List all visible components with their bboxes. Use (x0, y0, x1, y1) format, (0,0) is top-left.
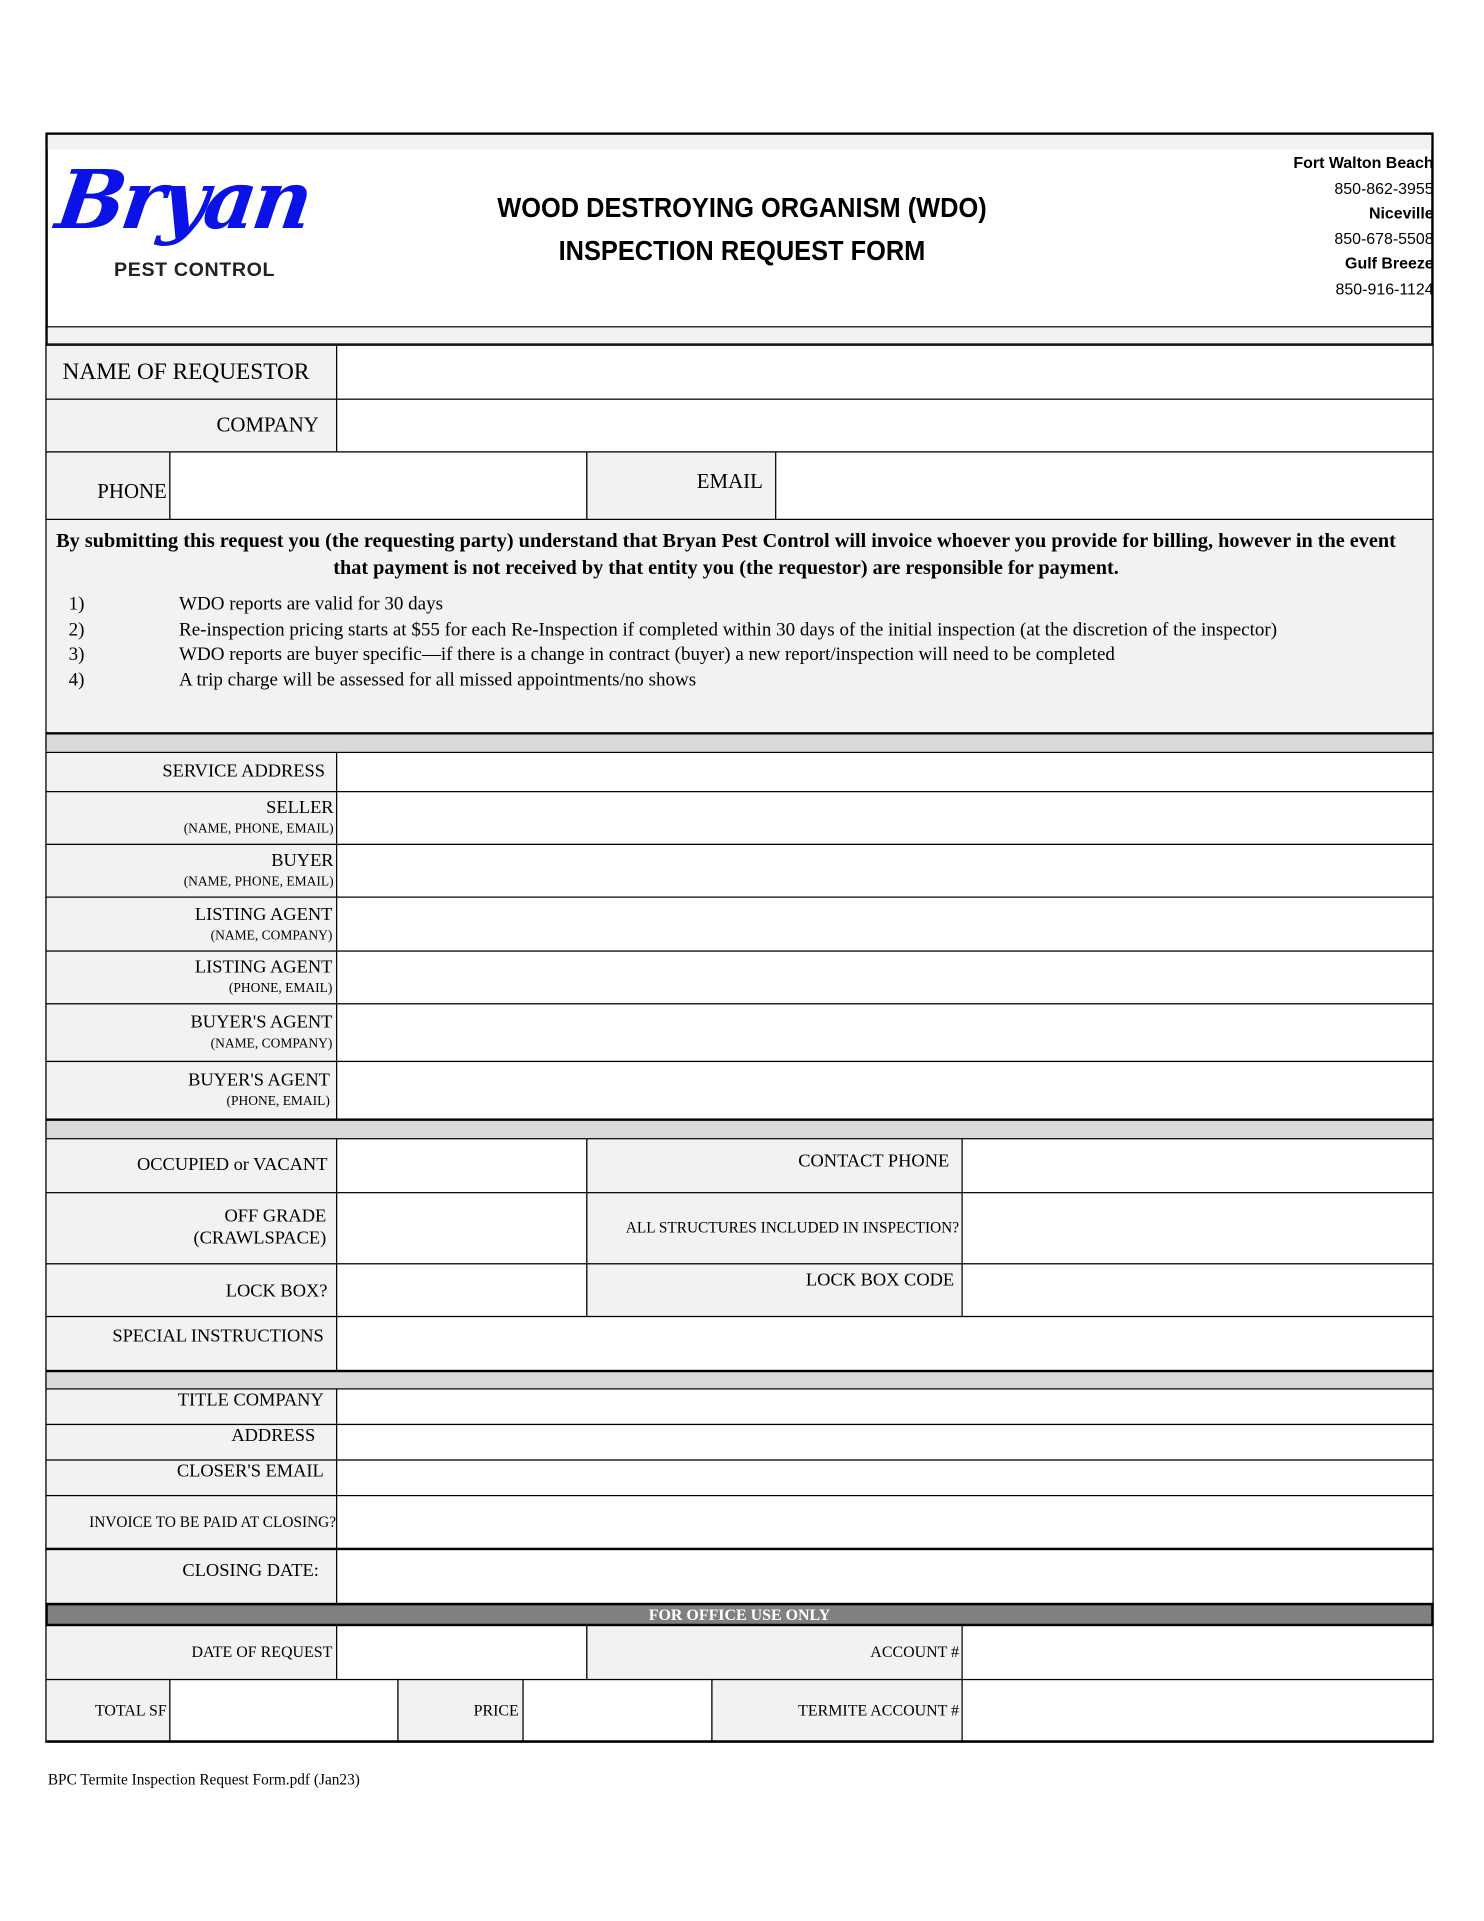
item-text: Re-inspection pricing starts at $55 for each Re-Inspection if completed within 30 days of the initial inspection (at the discretion of the inspector) (179, 618, 1278, 640)
seller-label (45, 791, 337, 845)
closers-email-field[interactable] (336, 1459, 1434, 1496)
location-name: Fort Walton Beach (1293, 153, 1434, 172)
item-text: WDO reports are valid for 30 days (179, 593, 443, 615)
name-of-requestor-input[interactable] (345, 345, 1425, 400)
address-input[interactable] (345, 1424, 1425, 1461)
buyers-agent-name-label (45, 1003, 337, 1062)
footer-filename: BPC Termite Inspection Request Form.pdf (Jan23) (47, 1770, 360, 1789)
title-line-2: INSPECTION REQUEST FORM (558, 234, 926, 267)
item-text: A trip charge will be assessed for all missed appointments/no shows (179, 669, 697, 690)
divider (45, 1740, 1433, 1742)
account-label: ACCOUNT # (586, 1625, 963, 1680)
title-company-input[interactable] (345, 1388, 1425, 1425)
all-structures-field[interactable] (961, 1192, 1433, 1264)
listing-agent-contact-input[interactable] (345, 950, 1425, 1004)
date-of-request-label: DATE OF REQUEST (45, 1625, 337, 1680)
item-number: 4) (68, 669, 85, 690)
occupied-field[interactable] (336, 1138, 587, 1193)
item-number: 2) (68, 618, 85, 640)
email-field[interactable] (775, 451, 1434, 520)
company-field[interactable] (336, 399, 1434, 453)
lock-box-code-label: LOCK BOX CODE (586, 1263, 963, 1317)
address-field[interactable] (336, 1424, 1434, 1461)
lock-box-code-field[interactable] (961, 1263, 1433, 1317)
seller-input[interactable] (345, 791, 1425, 845)
section-strip (48, 327, 1431, 344)
label-main: BUYER'S AGENT (190, 1013, 333, 1033)
contact-phone-label: CONTACT PHONE (586, 1138, 963, 1193)
form-title (405, 186, 1078, 272)
section-strip (45, 1121, 1433, 1138)
total-sf-label: TOTAL SF (45, 1679, 170, 1743)
total-sf-field[interactable] (169, 1679, 398, 1743)
notice-list (69, 592, 1430, 693)
special-instructions-label: SPECIAL INSTRUCTIONS (45, 1316, 337, 1371)
price-label: PRICE (397, 1679, 523, 1743)
seller-field[interactable] (336, 791, 1434, 845)
label-sub: (NAME, PHONE, EMAIL) (183, 874, 334, 890)
occupied-input[interactable] (345, 1138, 579, 1193)
service-address-field[interactable] (336, 752, 1434, 792)
total-sf-input[interactable] (178, 1679, 390, 1743)
buyers-agent-name-field[interactable] (336, 1003, 1434, 1062)
name-of-requestor-label: NAME OF REQUESTOR (45, 345, 337, 400)
label-main: LISTING AGENT (194, 957, 333, 978)
label-main: SELLER (266, 798, 334, 819)
service-address-input[interactable] (345, 752, 1425, 792)
label-main: LISTING AGENT (194, 904, 333, 925)
label-main: BUYER'S AGENT (188, 1070, 330, 1091)
section-strip (45, 1372, 1433, 1388)
lock-box-input[interactable] (345, 1263, 579, 1317)
listing-agent-name-field[interactable] (336, 896, 1434, 951)
date-of-request-input[interactable] (345, 1625, 579, 1680)
termite-account-input[interactable] (970, 1679, 1425, 1743)
phone-field[interactable] (169, 451, 587, 520)
off-grade-field[interactable] (336, 1192, 587, 1264)
price-input[interactable] (531, 1679, 704, 1743)
off-grade-label (45, 1192, 337, 1264)
company-input[interactable] (345, 399, 1425, 453)
termite-account-field[interactable] (961, 1679, 1433, 1743)
invoice-at-closing-input[interactable] (345, 1495, 1425, 1550)
buyer-field[interactable] (336, 844, 1434, 898)
buyers-agent-name-input[interactable] (345, 1003, 1425, 1062)
location-name: Gulf Breeze (1345, 253, 1434, 273)
item-text: WDO reports are buyer specific—if there is a change in contract (buyer) a new report/inspection will need to be completed (179, 643, 1115, 665)
closers-email-label: CLOSER'S EMAIL (45, 1459, 337, 1496)
logo-word: Bryan (50, 152, 316, 248)
notice-item (69, 643, 1430, 668)
notice-item (69, 592, 1430, 617)
office-use-header: FOR OFFICE USE ONLY (45, 1603, 1433, 1626)
title-company-field[interactable] (336, 1388, 1434, 1425)
section-strip (45, 735, 1433, 752)
all-structures-input[interactable] (970, 1192, 1425, 1264)
buyers-agent-contact-label (45, 1061, 337, 1120)
off-grade-input[interactable] (345, 1192, 579, 1264)
account-input[interactable] (970, 1625, 1425, 1680)
label-sub: (PHONE, EMAIL) (226, 1094, 330, 1110)
listing-agent-name-label (45, 896, 337, 951)
title-line-1: WOOD DESTROYING ORGANISM (WDO) (497, 191, 987, 224)
title-company-label: TITLE COMPANY (45, 1388, 337, 1425)
location-phone: 850-862-3955 (1334, 178, 1434, 197)
occupied-label: OCCUPIED or VACANT (45, 1138, 337, 1193)
location-phone: 850-678-5508 (1334, 228, 1434, 248)
date-of-request-field[interactable] (336, 1625, 587, 1680)
header-strip (48, 135, 1431, 150)
location-name: Niceville (1368, 203, 1434, 222)
label-sub: (NAME, COMPANY) (210, 928, 333, 943)
logo (50, 152, 331, 282)
invoice-at-closing-field[interactable] (336, 1495, 1434, 1550)
contact-phone-field[interactable] (961, 1138, 1433, 1193)
closing-date-input[interactable] (345, 1549, 1425, 1604)
listing-agent-contact-label (45, 950, 337, 1004)
label-sub: (CRAWLSPACE) (193, 1228, 327, 1248)
closers-email-input[interactable] (345, 1459, 1425, 1496)
listing-agent-contact-field[interactable] (336, 950, 1434, 1004)
location-phone: 850-916-1124 (1335, 279, 1434, 298)
email-label: EMAIL (586, 451, 776, 520)
invoice-at-closing-label: INVOICE TO BE PAID AT CLOSING? (45, 1495, 337, 1550)
email-input[interactable] (784, 451, 1425, 520)
phone-label: PHONE (45, 451, 170, 520)
notice-item (69, 668, 1430, 693)
billing-statement: By submitting this request you (the requesting party) understand that Bryan Pest Control will invoice whoever you provide for billing, however in the event that payment is not received by that entity you (the requestor) are responsible for payment. (56, 528, 1396, 579)
buyer-label (45, 844, 337, 898)
buyers-agent-contact-input[interactable] (345, 1061, 1425, 1120)
special-instructions-input[interactable] (345, 1316, 1425, 1371)
label-main: BUYER (271, 851, 334, 871)
lock-box-code-input[interactable] (970, 1263, 1425, 1317)
account-field[interactable] (961, 1625, 1433, 1680)
price-field[interactable] (522, 1679, 712, 1743)
lock-box-field[interactable] (336, 1263, 587, 1317)
name-of-requestor-field[interactable] (336, 345, 1434, 400)
closing-date-field[interactable] (336, 1549, 1434, 1604)
label-sub: (PHONE, EMAIL) (228, 981, 333, 997)
notice-item (69, 617, 1430, 642)
all-structures-label: ALL STRUCTURES INCLUDED IN INSPECTION? (586, 1192, 963, 1264)
label-sub: (NAME, COMPANY) (210, 1036, 333, 1052)
company-label: COMPANY (45, 399, 337, 453)
special-instructions-field[interactable] (336, 1316, 1434, 1371)
buyer-input[interactable] (345, 844, 1425, 898)
notice-section (47, 520, 1433, 732)
item-number: 1) (68, 593, 85, 615)
lock-box-label: LOCK BOX? (45, 1263, 337, 1317)
label-main: OFF GRADE (224, 1207, 327, 1227)
label-sub: (NAME, PHONE, EMAIL) (183, 822, 334, 837)
logo-subtitle: PEST CONTROL (114, 259, 276, 281)
phone-input[interactable] (178, 451, 579, 520)
buyers-agent-contact-field[interactable] (336, 1061, 1434, 1120)
termite-account-label: TERMITE ACCOUNT # (711, 1679, 962, 1743)
listing-agent-name-input[interactable] (345, 896, 1425, 951)
closing-date-label: CLOSING DATE: (45, 1549, 337, 1604)
service-address-label: SERVICE ADDRESS (45, 752, 337, 792)
locations (1293, 151, 1433, 302)
item-number: 3) (68, 643, 85, 665)
contact-phone-input[interactable] (970, 1138, 1425, 1193)
address-label: ADDRESS (45, 1424, 337, 1461)
